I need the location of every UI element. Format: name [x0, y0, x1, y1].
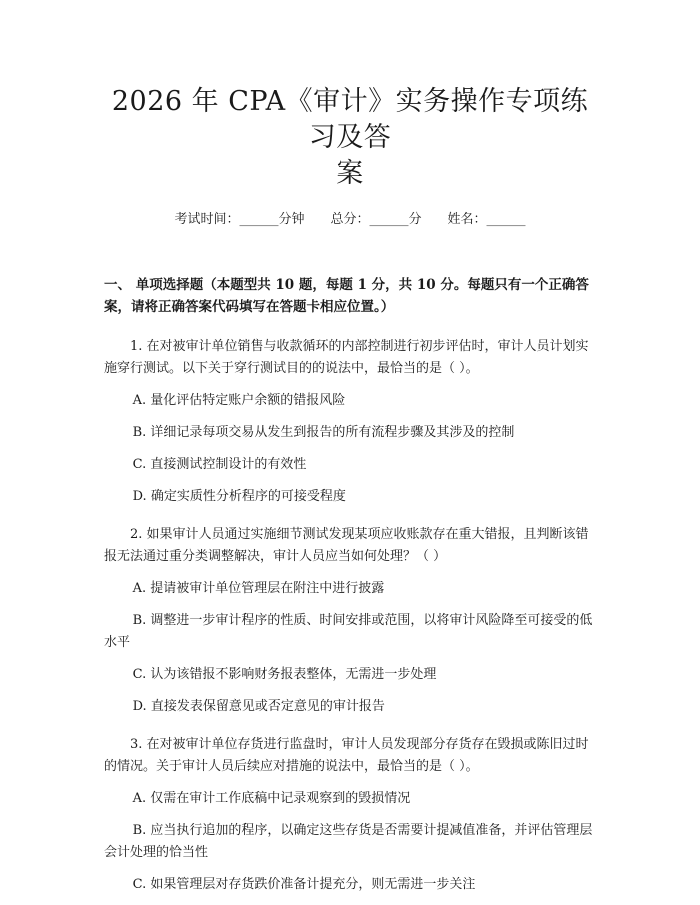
- title-line-1: 2026 年 CPA《审计》实务操作专项练习及答: [111, 86, 589, 153]
- question-1-option-c: C. 直接测试控制设计的有效性: [132, 457, 307, 472]
- question-1-option-d: D. 确定实质性分析程序的可接受程度: [132, 489, 346, 504]
- question-2-option-c: C. 认为该错报不影响财务报表整体，无需进一步处理: [132, 667, 437, 682]
- exam-name: 姓名：______: [447, 212, 526, 227]
- question-1-option-b: B. 详细记录每项交易从发生到报告的所有流程步骤及其涉及的控制: [132, 425, 515, 440]
- question-3-stem: 3. 在对被审计单位存货进行监盘时，审计人员发现部分存货存在毁损或陈旧过时的情况。关于审计人员后续应对措施的说法中，最恰当的是（ ）。: [104, 737, 589, 774]
- question-2-option-b: B. 调整进一步审计程序的性质、时间安排或范围，以将审计风险降至可接受的低水平: [104, 613, 593, 650]
- question-2-option-a: A. 提请被审计单位管理层在附注中进行披露: [132, 581, 385, 596]
- question-3-option-c: C. 如果管理层对存货跌价准备计提充分，则无需进一步关注: [132, 877, 476, 892]
- question-2-option-d: D. 直接发表保留意见或否定意见的审计报告: [132, 699, 385, 714]
- question-2-stem: 2. 如果审计人员通过实施细节测试发现某项应收账款存在重大错报，且判断该错报无法通过重分类调整解决，审计人员应当如何处理？（ ）: [104, 527, 589, 564]
- question-3-option-a: A. 仅需在审计工作底稿中记录观察到的毁损情况: [132, 791, 411, 806]
- title-line-2: 案: [336, 158, 364, 189]
- exam-score: 总分：______分: [330, 212, 422, 227]
- page-title: [104, 0, 596, 192]
- section-heading: 一、 单项选择题（本题型共 10 题，每题 1 分，共 10 分。每题只有一个正确答案，请将正确答案代码填写在答题卡相应位置。）: [104, 277, 589, 315]
- question-1-option-a: A. 量化评估特定账户余额的错报风险: [132, 393, 346, 408]
- exam-time: 考试时间：______分钟: [174, 212, 305, 227]
- question-1-stem: 1. 在对被审计单位销售与收款循环的内部控制进行初步评估时，审计人员计划实施穿行测试。以下关于穿行测试目的的说法中，最恰当的是（ ）。: [104, 339, 589, 376]
- exam-meta: [104, 210, 596, 230]
- question-3-option-b: B. 应当执行追加的程序，以确定这些存货是否需要计提减值准备，并评估管理层会计处理的恰当性: [104, 823, 593, 860]
